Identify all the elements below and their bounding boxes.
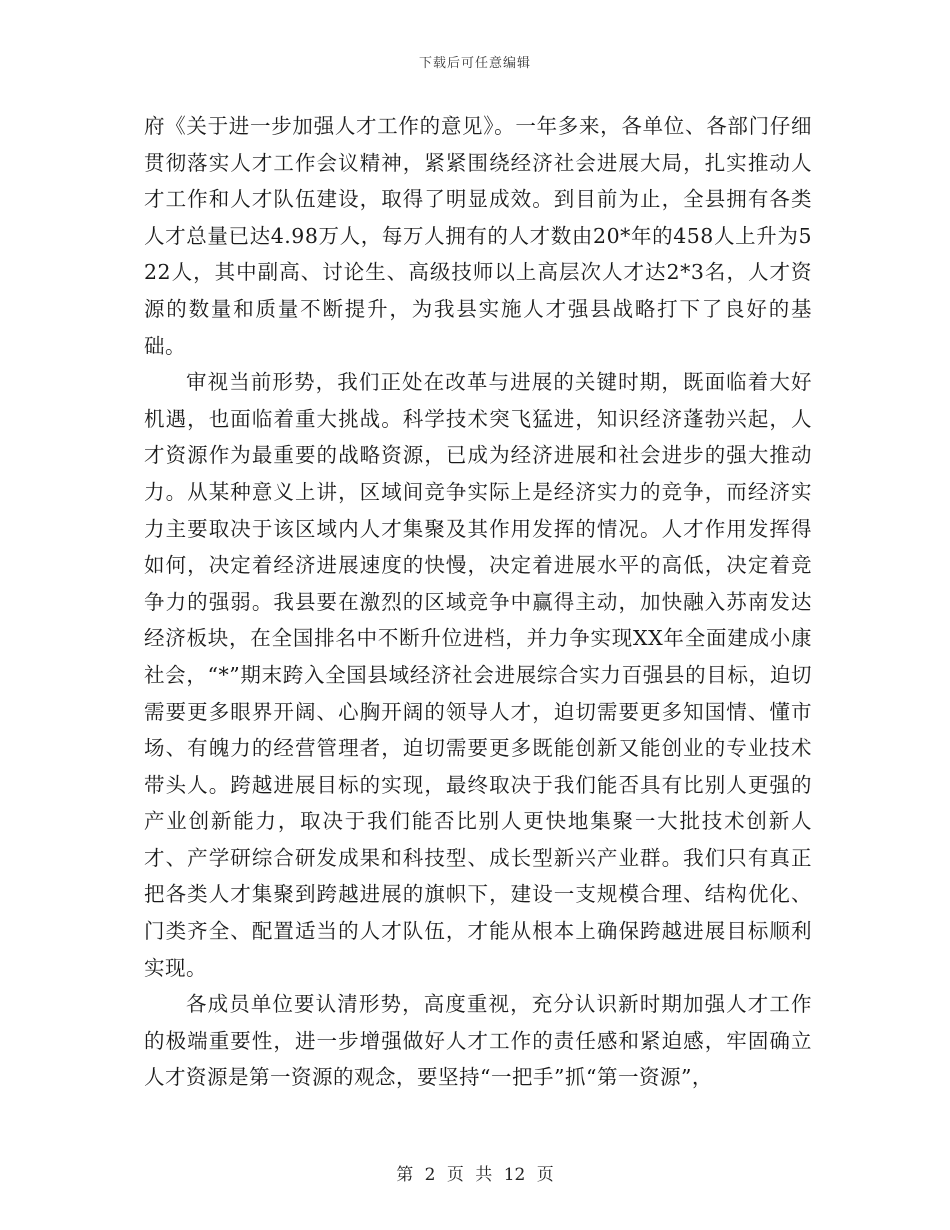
- paragraph-2: 审视当前形势，我们正处在改革与进展的关键时期，既面临着大好机遇，也面临着重大挑战。科学技术突飞猛进，知识经济蓬勃兴起，人才资源作为最重要的战略资源，已成为经济进展和社会进步的强大推动力。从某种意义上讲，区域间竞争实际上是经济实力的竞争，而经济实力主要取决于该区域内人才集聚及其作用发挥的情况。人才作用发挥得如何，决定着经济进展速度的快慢，决定着进展水平的高低，决定着竞争力的强弱。我县要在激烈的区域竞争中赢得主动，加快融入苏南发达经济板块，在全国排名中不断升位进档，并力争实现XX年全面建成小康社会，“*”期末跨入全国县域经济社会进展综合实力百强县的目标，迫切需要更多眼界开阔、心胸开阔的领导人才，迫切需要更多知国情、懂市场、有魄力的经营管理者，迫切需要更多既能创新又能创业的专业技术带头人。跨越进展目标的实现，最终取决于我们能否具有比别人更强的产业创新能力，取决于我们能否比别人更快地集聚一大批技术创新人才、产学研综合研发成果和科技型、成长型新兴产业群。我们只有真正把各类人才集聚到跨越进展的旗帜下，建设一支规模合理、结构优化、门类齐全、配置适当的人才队伍，才能从根本上确保跨越进展目标顺利实现。: [144, 370, 812, 980]
- page-number-footer: 第 2 页 共 12 页: [396, 1165, 554, 1185]
- page-header: 下载后可任意编辑: [418, 56, 531, 71]
- document-body: [144, 108, 812, 1096]
- paragraph-3: 各成员单位要认清形势，高度重视，充分认识新时期加强人才工作的极端重要性，进一步增强做好人才工作的责任感和紧迫感，牢固确立人才资源是第一资源的观念，要坚持“一把手”抓“第一资源”，: [144, 992, 812, 1090]
- paragraph-1: 府《关于进一步加强人才工作的意见》。一年多来，各单位、各部门仔细贯彻落实人才工作会议精神，紧紧围绕经济社会进展大局，扎实推动人才工作和人才队伍建设，取得了明显成效。到目前为止，全县拥有各类人才总量已达4.98万人，每万人拥有的人才数由20*年的458人上升为522人，其中副高、讨论生、高级技师以上高层次人才达2*3名，人才资源的数量和质量不断提升，为我县实施人才强县战略打下了良好的基础。: [144, 114, 812, 358]
